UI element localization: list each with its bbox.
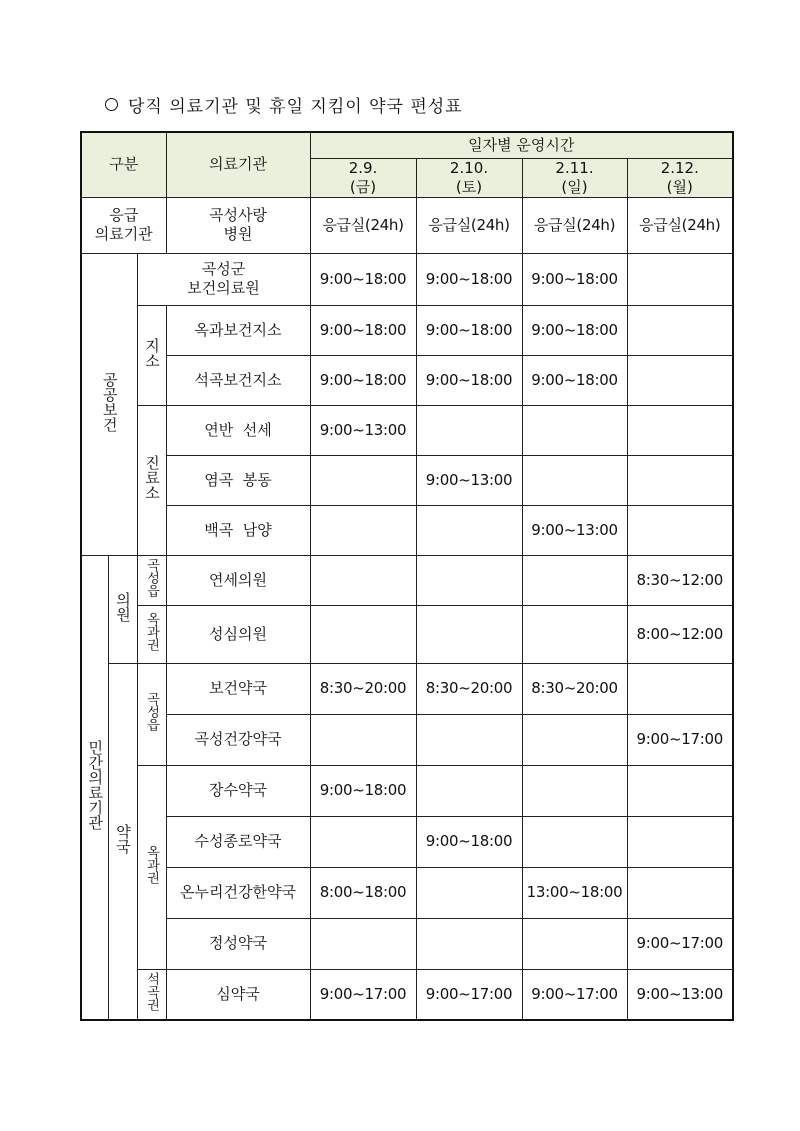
hours-cell: 9:00~18:00 (310, 305, 416, 355)
institution-name: 장수약국 (166, 765, 310, 816)
table-row (81, 816, 733, 867)
page-title-text: 당직 의료기관 및 휴일 지킴이 약국 편성표 (128, 97, 463, 117)
circle-bullet-icon (105, 98, 118, 111)
hours-cell: 8:30~12:00 (627, 555, 733, 605)
institution-name: 곡성건강약국 (166, 714, 310, 765)
area-label: 옥과권 (137, 765, 166, 969)
hours-cell (416, 505, 522, 555)
institution-name: 옥과보건지소 (166, 305, 310, 355)
hours-cell: 응급실(24h) (627, 197, 733, 253)
hours-cell (627, 253, 733, 305)
clinic-label: 진료소 (137, 405, 166, 555)
header-date: 2.10. (토) (416, 158, 522, 197)
hours-cell (416, 765, 522, 816)
institution-name: 심약국 (166, 969, 310, 1020)
hours-cell (522, 455, 627, 505)
table-row (81, 714, 733, 765)
institution-name: 염곡 봉동 (166, 455, 310, 505)
hours-cell: 9:00~18:00 (310, 765, 416, 816)
hours-cell (522, 918, 627, 969)
hours-cell (416, 714, 522, 765)
hours-cell: 9:00~18:00 (310, 253, 416, 305)
hours-cell: 9:00~13:00 (627, 969, 733, 1020)
hours-cell (522, 765, 627, 816)
header-date: 2.11. (일) (522, 158, 627, 197)
hours-cell (416, 918, 522, 969)
hours-cell (627, 765, 733, 816)
header-date: 2.9. (금) (310, 158, 416, 197)
private-pharmacy-group: 약국 (108, 663, 137, 1020)
table-row (81, 969, 733, 1020)
table-row (81, 663, 733, 714)
area-label: 석곡권 (137, 969, 166, 1020)
hours-cell (310, 918, 416, 969)
hours-cell: 9:00~18:00 (416, 355, 522, 405)
header-hours-by-date: 일자별 운영시간 (310, 132, 733, 158)
hours-cell: 9:00~18:00 (522, 253, 627, 305)
header-category: 구분 (81, 132, 166, 197)
hours-cell (627, 305, 733, 355)
hours-cell: 응급실(24h) (416, 197, 522, 253)
hours-cell (310, 714, 416, 765)
hours-cell: 응급실(24h) (310, 197, 416, 253)
hours-cell: 8:30~20:00 (522, 663, 627, 714)
hours-cell: 9:00~17:00 (310, 969, 416, 1020)
institution-name: 수성종로약국 (166, 816, 310, 867)
hours-cell: 9:00~17:00 (627, 918, 733, 969)
hours-cell (310, 816, 416, 867)
table-row (81, 405, 733, 455)
schedule-table (80, 131, 734, 1021)
institution-name: 보건약국 (166, 663, 310, 714)
hours-cell: 8:30~20:00 (416, 663, 522, 714)
table-row (81, 355, 733, 405)
hours-cell: 9:00~17:00 (522, 969, 627, 1020)
branch-label: 지소 (137, 305, 166, 405)
hours-cell (522, 555, 627, 605)
hours-cell: 9:00~18:00 (310, 355, 416, 405)
hours-cell: 8:00~12:00 (627, 605, 733, 663)
hours-cell (627, 505, 733, 555)
table-row (81, 555, 733, 605)
institution-name: 연세의원 (166, 555, 310, 605)
hours-cell (627, 816, 733, 867)
table-row (81, 918, 733, 969)
hours-cell: 9:00~13:00 (310, 405, 416, 455)
table-row (81, 505, 733, 555)
header-row (81, 132, 733, 158)
hours-cell: 8:00~18:00 (310, 867, 416, 918)
hours-cell (627, 663, 733, 714)
hours-cell (310, 455, 416, 505)
hours-cell (416, 555, 522, 605)
hours-cell (627, 455, 733, 505)
emergency-category: 응급 의료기관 (81, 197, 166, 253)
hours-cell: 9:00~18:00 (522, 355, 627, 405)
hours-cell: 8:30~20:00 (310, 663, 416, 714)
header-institution: 의료기관 (166, 132, 310, 197)
institution-name: 정성약국 (166, 918, 310, 969)
institution-name: 연반 선세 (166, 405, 310, 455)
area-label: 곡성읍 (137, 663, 166, 765)
area-label: 곡성읍 (137, 555, 166, 605)
hours-cell (627, 355, 733, 405)
hours-cell: 9:00~13:00 (416, 455, 522, 505)
hours-cell (416, 605, 522, 663)
hours-cell: 9:00~13:00 (522, 505, 627, 555)
institution-name: 성심의원 (166, 605, 310, 663)
public-health-category: 공공보건 (81, 253, 137, 555)
hours-cell (522, 816, 627, 867)
hours-cell (310, 555, 416, 605)
institution-name: 곡성군 보건의료원 (137, 253, 310, 305)
emergency-institution: 곡성사랑 병원 (166, 197, 310, 253)
hours-cell (416, 405, 522, 455)
table-row (81, 605, 733, 663)
header-date: 2.12. (월) (627, 158, 733, 197)
hours-cell: 응급실(24h) (522, 197, 627, 253)
hours-cell (310, 505, 416, 555)
table-row (81, 765, 733, 816)
table-row (81, 253, 733, 305)
hours-cell (627, 405, 733, 455)
hours-cell (310, 605, 416, 663)
hours-cell (522, 605, 627, 663)
hours-cell (416, 867, 522, 918)
hours-cell: 9:00~18:00 (416, 305, 522, 355)
private-clinic-group: 의원 (108, 555, 137, 663)
hours-cell: 9:00~17:00 (416, 969, 522, 1020)
institution-name: 백곡 남양 (166, 505, 310, 555)
page-title (105, 92, 463, 117)
institution-name: 온누리건강한약국 (166, 867, 310, 918)
hours-cell: 9:00~17:00 (627, 714, 733, 765)
hours-cell (522, 714, 627, 765)
table-row (81, 305, 733, 355)
table-row (81, 867, 733, 918)
hours-cell: 9:00~18:00 (416, 816, 522, 867)
hours-cell: 9:00~18:00 (416, 253, 522, 305)
institution-name: 석곡보건지소 (166, 355, 310, 405)
hours-cell: 13:00~18:00 (522, 867, 627, 918)
hours-cell (522, 405, 627, 455)
hours-cell (627, 867, 733, 918)
emergency-row (81, 197, 733, 253)
private-category: 민간의료기관 (81, 555, 108, 1020)
area-label: 옥과권 (137, 605, 166, 663)
table-row (81, 455, 733, 505)
hours-cell: 9:00~18:00 (522, 305, 627, 355)
